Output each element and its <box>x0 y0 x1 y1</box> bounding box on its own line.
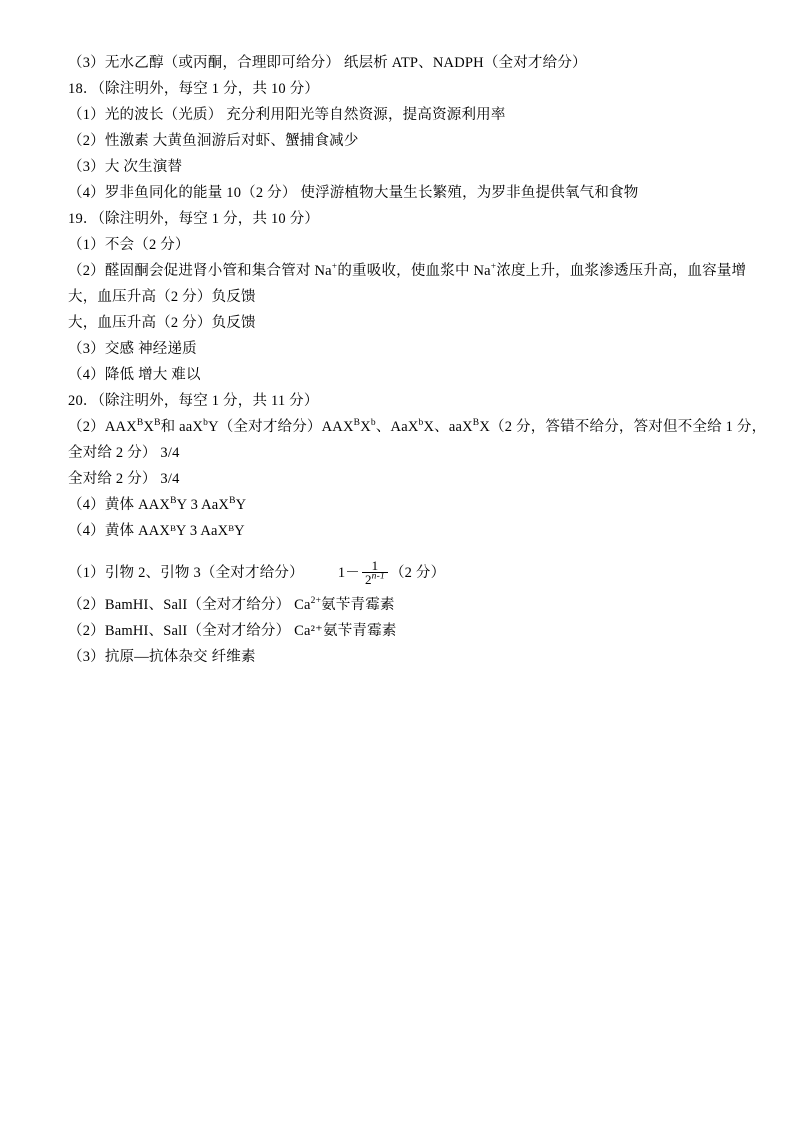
l20-mid7: X（2 分，答错不给分，答对但不全给 1 分， <box>479 419 767 435</box>
question-21-header: （4）黄体 AAXᴮY 3 AaXᴮY <box>68 523 245 539</box>
superscript-b-3: b <box>418 418 424 429</box>
answer-line-17-3: （3）无水乙醇（或丙酮，合理即可给分） 纸层析 ATP、NADPH（全对才给分） <box>68 55 587 71</box>
answer-line-20-4 <box>68 492 732 518</box>
answer-line-19-1: （1）不会（2 分） <box>68 237 190 253</box>
answer-line-21-1 <box>68 554 732 592</box>
superscript-B-4: B <box>472 418 480 429</box>
superscript-plus-2: + <box>490 262 497 273</box>
l20-4-pre: （4）黄体 AAX <box>68 497 171 513</box>
answer-line-19-2b: 大，血压升高（2 分）负反馈 <box>68 289 256 305</box>
formula-suffix: （2 分） <box>389 565 446 581</box>
l20-mid4: X <box>360 419 371 435</box>
document-body <box>68 50 767 670</box>
answer-line-18-4: （4）罗非鱼同化的能量 10（2 分） 使浮游植物大量生长繁殖，为罗非鱼提供氧气和食物 <box>68 185 639 201</box>
question-18-header: 18．（除注明外，每空 1 分，共 10 分） <box>68 81 320 97</box>
l20-4-post: Y <box>235 497 247 513</box>
l21-1-prefix: （1）引物 2、引物 3（全对才给分） <box>68 565 304 581</box>
l20-pre: （2）AAX <box>68 419 137 435</box>
answer-line-20-3: 全对给 2 分） 3/4 <box>68 471 180 487</box>
spacer <box>68 544 732 554</box>
line19-post: 浓度上升，血浆渗透压升高，血容量增 <box>496 263 747 279</box>
answer-line-18-2: （2）性激素 大黄鱼洄游后对虾、蟹捕食减少 <box>68 133 359 149</box>
superscript-b-2: b <box>370 418 376 429</box>
line19-mid: 的重吸收，使血浆中 Na <box>337 263 491 279</box>
answer-line-20-1: 20．（除注明外，每空 1 分，共 11 分） <box>68 393 319 409</box>
l20-mid1: X <box>143 419 155 435</box>
answer-line-19-4: （3）交感 神经递质 <box>68 341 197 357</box>
fraction-numerator: 1 <box>371 557 379 573</box>
l20-mid3: Y（全对才给分）AAX <box>208 419 354 435</box>
l21-2-post: 氨苄青霉素 <box>321 597 395 613</box>
denominator-base: 2 <box>364 572 372 588</box>
superscript-plus-1: + <box>331 262 338 273</box>
superscript-B-6: B <box>229 496 236 507</box>
question-19-header: 19．（除注明外，每空 1 分，共 10 分） <box>68 211 320 227</box>
answer-line-19-3: 大，血压升高（2 分）负反馈 <box>68 315 256 331</box>
answer-line-21-3: （2）BamHI、SalI（全对才给分） Ca²⁺氨苄青霉素 <box>68 623 397 639</box>
l20-mid2: 和 aaX <box>160 419 204 435</box>
l20-mid6: X、aaX <box>423 419 473 435</box>
answer-line-18-1: （1）光的波长（光质） 充分利用阳光等自然资源，提高资源利用率 <box>68 107 506 123</box>
answer-line-21-4: （3）抗原—抗体杂交 纤维素 <box>68 649 256 665</box>
superscript-B-3: B <box>353 418 361 429</box>
answer-line-19-2a <box>68 258 747 284</box>
superscript-B-1: B <box>136 418 144 429</box>
formula-lead: 1－ <box>337 565 360 581</box>
l21-2-pre: （2）BamHI、SalI（全对才给分） Ca <box>68 597 311 613</box>
answer-line-21-2 <box>68 592 732 618</box>
fraction-denominator <box>362 572 388 587</box>
superscript-B-2: B <box>154 418 161 429</box>
denominator-exponent: n-1 <box>371 571 385 582</box>
superscript-2plus: 2+ <box>310 596 322 607</box>
answer-line-20-2b: 全对给 2 分） 3/4 <box>68 445 180 461</box>
l20-4-mid: Y 3 AaX <box>176 497 230 513</box>
answer-line-20-2a <box>68 414 767 440</box>
l20-mid5: 、AaX <box>375 419 419 435</box>
fraction <box>362 559 388 587</box>
superscript-b-1: b <box>203 418 209 429</box>
line19-pre: （2）醛固酮会促进肾小管和集合管对 Na <box>68 263 332 279</box>
question-20-header: （4）降低 增大 难以 <box>68 367 201 383</box>
superscript-B-5: B <box>170 496 177 507</box>
answer-line-18-3: （3）大 次生演替 <box>68 159 183 175</box>
